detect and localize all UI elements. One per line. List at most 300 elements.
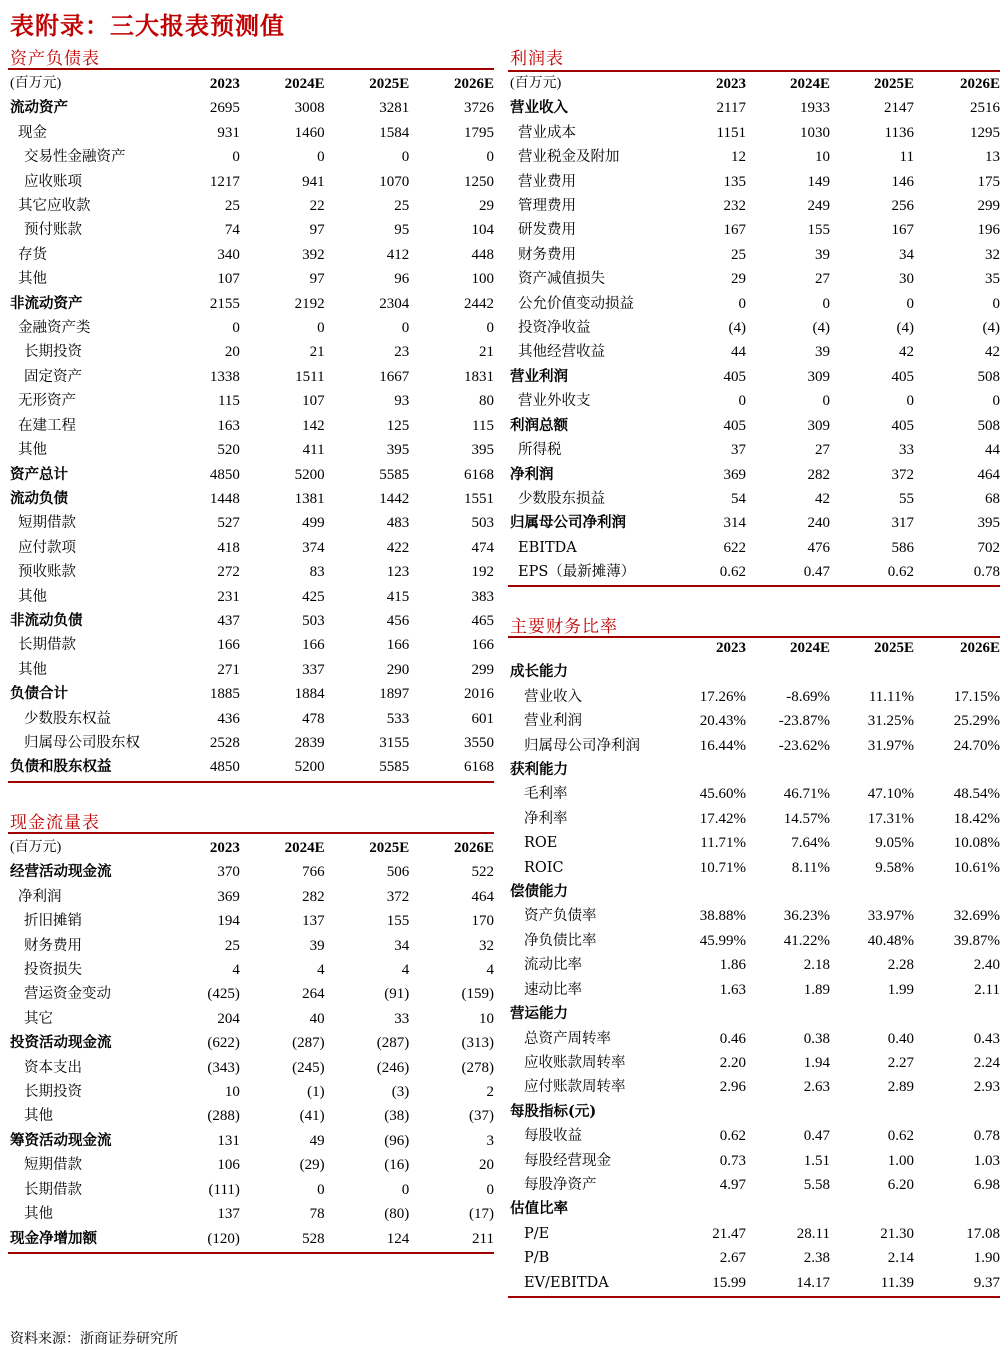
ratios-value-cell <box>670 880 746 904</box>
balance-value-cell: 100 <box>471 271 494 288</box>
cashflow-value-cell: (17) <box>469 1206 494 1223</box>
balance-value-cell: 142 <box>302 417 325 434</box>
cashflow-value-cell: (96) <box>384 1132 410 1149</box>
ratios-value-cell: -23.62% <box>778 737 830 754</box>
ratios-row-label: 营业收入 <box>524 688 582 705</box>
balance-row <box>10 585 494 609</box>
ratios-value-cell: 31.25% <box>867 713 914 730</box>
ratios-row <box>510 1173 1000 1197</box>
income-value-cell: 27 <box>815 442 830 459</box>
ratios-value-cell <box>830 1002 914 1026</box>
balance-value-cell: 1217 <box>209 173 240 190</box>
income-value-cell: 372 <box>891 466 914 483</box>
ratios-row <box>510 880 1000 904</box>
income-value-cell: 68 <box>985 490 1000 507</box>
cashflow-value-cell: (425) <box>207 986 240 1003</box>
income-value-cell: 395 <box>977 515 1000 532</box>
cashflow-value-cell: 124 <box>386 1230 410 1247</box>
balance-row-label: 流动负债 <box>10 489 68 507</box>
ratios-value-cell: 45.60% <box>699 786 746 803</box>
balance-value-cell: 2839 <box>294 734 325 751</box>
income-value-cell: 44 <box>985 442 1000 459</box>
ratios-row-label: 每股收益 <box>524 1128 582 1145</box>
cashflow-value-cell: (622) <box>207 1035 240 1052</box>
ratios-row <box>510 904 1000 928</box>
source-note: 资料来源：浙商证券研究所 <box>10 1331 178 1347</box>
balance-value-cell: 290 <box>386 661 410 678</box>
cashflow-value-cell: (343) <box>207 1059 240 1076</box>
ratios-value-cell <box>830 1100 914 1124</box>
ratios-value-cell: 2.28 <box>887 957 914 974</box>
ratios-value-cell: 6.20 <box>887 1176 914 1193</box>
balance-row-label: 负债合计 <box>10 685 68 703</box>
income-value-cell: 317 <box>891 515 914 532</box>
balance-row-label: 现金 <box>18 124 47 141</box>
ratios-value-cell <box>830 660 914 684</box>
cashflow-value-cell: (120) <box>207 1230 240 1247</box>
ratios-header-cell: 2024E <box>789 640 830 656</box>
ratios-row <box>510 709 1000 733</box>
income-value-cell: 476 <box>807 539 830 556</box>
ratios-row-label: 归属母公司净利润 <box>524 737 640 754</box>
income-value-cell: 13 <box>985 149 1000 166</box>
balance-value-cell: 2304 <box>379 295 410 312</box>
income-value-cell: 39 <box>815 344 830 361</box>
ratios-value-cell: 38.88% <box>699 908 746 925</box>
balance-row-label: 其他 <box>18 442 47 459</box>
cashflow-row-label: 折旧摊销 <box>24 913 82 930</box>
ratios-header-cell: 2025E <box>873 640 914 656</box>
ratios-value-cell: 11.71% <box>700 835 746 852</box>
balance-value-cell: 483 <box>386 515 410 532</box>
ratios-value-cell: 9.37 <box>973 1274 1000 1291</box>
income-row-label: 利润总额 <box>510 416 568 434</box>
cashflow-row <box>10 1080 494 1104</box>
ratios-value-cell: 48.54% <box>953 786 1000 803</box>
income-value-cell: 0 <box>822 295 830 312</box>
income-value-cell: 12 <box>731 149 746 166</box>
ratios-value-cell: 8.11% <box>791 859 830 876</box>
balance-value-cell: 6168 <box>464 759 494 776</box>
cashflow-value-cell: 264 <box>302 986 325 1003</box>
income-value-cell: (4) <box>896 320 914 337</box>
balance-row <box>10 145 494 169</box>
ratios-value-cell: 2.67 <box>719 1250 746 1267</box>
income-row <box>510 389 1000 413</box>
income-value-cell: 44 <box>731 344 746 361</box>
income-row-label: 营业利润 <box>510 367 568 385</box>
balance-row <box>10 316 494 340</box>
balance-value-cell: 1584 <box>379 124 410 141</box>
balance-value-cell: 411 <box>302 442 325 459</box>
balance-value-cell: 931 <box>217 124 240 141</box>
ratios-row <box>510 758 1000 782</box>
income-value-cell: 622 <box>723 539 746 556</box>
ratios-row <box>510 1246 1000 1270</box>
income-row-label: EPS（最新摊薄） <box>518 564 636 581</box>
balance-value-cell: 499 <box>302 515 325 532</box>
ratios-row <box>510 1051 1000 1075</box>
ratios-row-label: ROIC <box>524 859 564 876</box>
ratios-value-cell: 39.87% <box>953 932 1000 949</box>
balance-value-cell: 1460 <box>294 124 325 141</box>
ratios-value-cell: 1.94 <box>803 1054 830 1071</box>
income-statement-table <box>510 72 1000 585</box>
income-value-cell: 10 <box>815 149 830 166</box>
balance-value-cell: 74 <box>224 222 240 239</box>
balance-value-cell: 3155 <box>379 734 410 751</box>
balance-value-cell: 163 <box>217 417 240 434</box>
ratios-row-label: 应收账款周转率 <box>524 1054 626 1071</box>
ratios-value-cell: 2.27 <box>887 1054 914 1071</box>
cashflow-row-label: 其它 <box>24 1010 53 1027</box>
income-value-cell: 2117 <box>716 100 746 117</box>
cashflow-row <box>10 1227 494 1251</box>
ratios-row-label: 偿债能力 <box>510 883 568 901</box>
income-header-cell: 2023 <box>716 76 746 92</box>
income-row-label: 资产减值损失 <box>518 271 605 288</box>
income-row <box>510 243 1000 267</box>
cashflow-value-cell: 0 <box>401 1181 410 1198</box>
income-row <box>510 438 1000 462</box>
cashflow-row <box>10 1007 494 1031</box>
income-row <box>510 170 1000 194</box>
cashflow-header-cell: 2026E <box>453 840 494 856</box>
balance-value-cell: 166 <box>386 637 410 654</box>
ratios-value-cell <box>914 660 1000 684</box>
ratios-row-label: 流动比率 <box>524 957 582 974</box>
ratios-value-cell: 24.70% <box>953 737 1000 754</box>
income-value-cell: 0 <box>992 295 1000 312</box>
balance-value-cell: 1448 <box>209 490 240 507</box>
cashflow-value-cell: 766 <box>302 864 325 881</box>
ratios-value-cell <box>830 1197 914 1221</box>
ratios-value-cell: 6.98 <box>973 1176 1000 1193</box>
ratios-value-cell: 45.99% <box>699 932 746 949</box>
income-row-label: 投资净收益 <box>518 320 591 337</box>
ratios-value-cell: 18.42% <box>953 810 1000 827</box>
balance-value-cell: 601 <box>471 710 494 727</box>
balance-value-cell: 1338 <box>209 368 240 385</box>
balance-sheet-title: 资产负债表 <box>10 49 100 69</box>
ratios-row-label: ROE <box>524 835 558 852</box>
ratios-value-cell: 0.62 <box>887 1128 914 1145</box>
ratios-row-label: 营业利润 <box>524 713 582 730</box>
balance-value-cell: 80 <box>479 393 494 410</box>
balance-value-cell: 5200 <box>294 466 325 483</box>
balance-header-cell: (百万元) <box>10 76 62 91</box>
income-value-cell: 508 <box>977 368 1000 385</box>
income-row <box>510 414 1000 438</box>
ratios-row-label: 每股净资产 <box>524 1176 597 1193</box>
ratios-value-cell: 1.00 <box>887 1152 914 1169</box>
ratios-value-cell: 46.71% <box>783 786 830 803</box>
ratios-value-cell: 16.44% <box>699 737 746 754</box>
balance-value-cell: 1795 <box>464 124 494 141</box>
balance-row-label: 归属母公司股东权 <box>24 734 140 751</box>
ratios-row <box>510 1222 1000 1246</box>
ratios-value-cell: 1.03 <box>973 1152 1000 1169</box>
balance-value-cell: 272 <box>217 564 240 581</box>
cashflow-value-cell: 32 <box>479 937 494 954</box>
balance-value-cell: 0 <box>232 320 240 337</box>
income-value-cell: 42 <box>815 490 830 507</box>
ratios-header-row <box>510 636 1000 660</box>
balance-value-cell: 6168 <box>464 466 494 483</box>
income-value-cell: 167 <box>891 222 914 239</box>
ratios-value-cell: 1.89 <box>803 981 830 998</box>
balance-value-cell: 97 <box>309 271 325 288</box>
ratios-value-cell: 0.43 <box>973 1030 1000 1047</box>
balance-value-cell: 392 <box>302 246 325 263</box>
ratios-value-cell: 5.58 <box>803 1176 830 1193</box>
income-row-label: 净利润 <box>510 465 554 483</box>
income-value-cell: 0 <box>906 393 914 410</box>
cashflow-row <box>10 1104 494 1128</box>
cashflow-row-label: 长期投资 <box>24 1084 82 1101</box>
balance-value-cell: 1511 <box>295 368 325 385</box>
balance-value-cell: 20 <box>224 344 240 361</box>
balance-row <box>10 194 494 218</box>
ratios-row-label: 净负债比率 <box>524 932 597 949</box>
balance-value-cell: 503 <box>471 515 494 532</box>
ratios-value-cell: 0.73 <box>719 1152 746 1169</box>
balance-row-label: 交易性金融资产 <box>24 149 126 166</box>
income-value-cell: 369 <box>723 466 746 483</box>
income-value-cell: 167 <box>723 222 746 239</box>
cashflow-row-label: 营运资金变动 <box>24 986 111 1003</box>
balance-value-cell: 383 <box>471 588 494 605</box>
cashflow-title: 现金流量表 <box>10 813 100 833</box>
ratios-row <box>510 1197 1000 1221</box>
income-row <box>510 511 1000 535</box>
income-row-label: 营业税金及附加 <box>518 149 620 166</box>
income-bottom-rule <box>508 585 1000 587</box>
cashflow-header-cell: 2023 <box>209 840 240 856</box>
cashflow-value-cell: 4 <box>401 962 410 979</box>
income-value-cell: 196 <box>977 222 1000 239</box>
balance-row <box>10 560 494 584</box>
ratios-value-cell: 21.47 <box>712 1225 746 1242</box>
ratios-value-cell: 36.23% <box>783 908 830 925</box>
balance-value-cell: 25 <box>224 198 240 215</box>
ratios-value-cell: 2.96 <box>719 1079 746 1096</box>
ratios-row <box>510 1149 1000 1173</box>
balance-row-label: 非流动资产 <box>10 294 83 312</box>
ratios-bottom-rule <box>508 1296 1000 1298</box>
cashflow-value-cell: 49 <box>309 1132 325 1149</box>
income-row <box>510 267 1000 291</box>
income-value-cell: 149 <box>807 173 830 190</box>
balance-row <box>10 511 494 535</box>
cashflow-row <box>10 1153 494 1177</box>
balance-value-cell: 25 <box>394 198 410 215</box>
income-value-cell: 54 <box>731 490 746 507</box>
ratios-value-cell <box>914 880 1000 904</box>
ratios-value-cell <box>830 758 914 782</box>
balance-row <box>10 243 494 267</box>
cashflow-row <box>10 860 494 884</box>
balance-sheet-table <box>10 72 494 780</box>
ratios-row <box>510 831 1000 855</box>
cashflow-bottom-rule <box>8 1252 494 1254</box>
balance-row <box>10 731 494 755</box>
ratios-value-cell: 10.61% <box>953 859 1000 876</box>
balance-value-cell: 192 <box>471 564 494 581</box>
cashflow-value-cell: (80) <box>384 1206 410 1223</box>
ratios-value-cell: 2.40 <box>973 957 1000 974</box>
balance-row-label: 其他 <box>18 661 47 678</box>
balance-header-cell: 2025E <box>369 76 410 92</box>
balance-value-cell: 2442 <box>464 295 494 312</box>
income-value-cell: 1933 <box>800 100 830 117</box>
ratios-value-cell: 2.24 <box>973 1054 1000 1071</box>
ratios-title: 主要财务比率 <box>510 617 618 637</box>
balance-value-cell: 474 <box>471 539 494 556</box>
balance-value-cell: 1070 <box>379 173 410 190</box>
balance-value-cell: 422 <box>386 539 410 556</box>
ratios-value-cell: 2.18 <box>803 957 830 974</box>
income-value-cell: 29 <box>731 271 746 288</box>
income-value-cell: 309 <box>807 368 830 385</box>
cashflow-value-cell: 522 <box>471 864 494 881</box>
cashflow-header-cell: 2024E <box>284 840 325 856</box>
income-value-cell: 33 <box>899 442 914 459</box>
balance-bottom-rule <box>8 781 494 783</box>
balance-row-label: 在建工程 <box>18 417 76 434</box>
ratios-value-cell: 0.78 <box>973 1128 1000 1145</box>
income-value-cell: 1295 <box>970 124 1000 141</box>
ratios-value-cell <box>670 660 746 684</box>
balance-value-cell: 5200 <box>294 759 325 776</box>
cashflow-row <box>10 1202 494 1226</box>
income-value-cell: 1136 <box>884 124 914 141</box>
balance-value-cell: 415 <box>386 588 410 605</box>
income-value-cell: 309 <box>807 417 830 434</box>
balance-row-label: 短期借款 <box>18 515 76 532</box>
income-value-cell: 0 <box>822 393 830 410</box>
cashflow-row <box>10 934 494 958</box>
balance-header-cell: 2023 <box>209 76 240 92</box>
cashflow-header-row <box>10 836 494 860</box>
cashflow-row-label: 资本支出 <box>24 1059 82 1076</box>
income-value-cell: 11 <box>899 149 914 166</box>
income-value-cell: 249 <box>807 198 830 215</box>
income-value-cell: 175 <box>977 173 1000 190</box>
ratios-row <box>510 1075 1000 1099</box>
balance-value-cell: 412 <box>386 246 410 263</box>
balance-row <box>10 218 494 242</box>
income-value-cell: 240 <box>807 515 830 532</box>
ratios-row <box>510 1002 1000 1026</box>
income-value-cell: 146 <box>891 173 914 190</box>
balance-header-row <box>10 72 494 96</box>
income-header-cell: 2024E <box>789 76 830 92</box>
income-value-cell: 405 <box>891 417 914 434</box>
cashflow-value-cell: (278) <box>461 1059 494 1076</box>
cashflow-value-cell: (246) <box>376 1059 410 1076</box>
cashflow-value-cell: 0 <box>317 1181 325 1198</box>
income-value-cell: 464 <box>977 466 1000 483</box>
balance-value-cell: 0 <box>232 149 240 166</box>
income-row <box>510 218 1000 242</box>
balance-value-cell: 107 <box>302 393 325 410</box>
income-row-label: 所得税 <box>518 442 562 459</box>
balance-row <box>10 414 494 438</box>
income-value-cell: 35 <box>985 271 1000 288</box>
balance-row-label: 其他 <box>18 271 47 288</box>
balance-row <box>10 755 494 779</box>
income-value-cell: 34 <box>899 246 914 263</box>
income-value-cell: 0.47 <box>803 564 830 581</box>
cashflow-value-cell: (287) <box>292 1035 325 1052</box>
cashflow-value-cell: (287) <box>376 1035 410 1052</box>
balance-value-cell: 520 <box>217 442 240 459</box>
balance-value-cell: 3726 <box>464 100 494 117</box>
balance-value-cell: 395 <box>386 442 410 459</box>
cashflow-value-cell: (245) <box>292 1059 325 1076</box>
cashflow-row <box>10 1056 494 1080</box>
balance-value-cell: 1381 <box>294 490 325 507</box>
balance-row <box>10 463 494 487</box>
balance-value-cell: 2016 <box>464 686 494 703</box>
balance-value-cell: 0 <box>317 149 325 166</box>
balance-row-label: 存货 <box>18 246 47 263</box>
cashflow-value-cell: 2 <box>486 1084 494 1101</box>
ratios-value-cell: 15.99 <box>712 1274 746 1291</box>
income-row <box>510 365 1000 389</box>
balance-value-cell: 97 <box>309 222 325 239</box>
cashflow-row-label: 筹资活动现金流 <box>10 1131 112 1149</box>
ratios-value-cell: 2.63 <box>803 1079 830 1096</box>
balance-value-cell: 2155 <box>209 295 240 312</box>
balance-value-cell: 0 <box>401 149 410 166</box>
cashflow-row-label: 投资活动现金流 <box>10 1034 112 1052</box>
ratios-value-cell: 21.30 <box>880 1225 914 1242</box>
balance-header-cell: 2026E <box>453 76 494 92</box>
balance-row <box>10 707 494 731</box>
income-value-cell: 405 <box>723 368 746 385</box>
ratios-row-label: 每股经营现金 <box>524 1152 611 1169</box>
ratios-row <box>510 734 1000 758</box>
balance-row <box>10 658 494 682</box>
income-row-label: 少数股东损益 <box>518 490 605 507</box>
cashflow-row-label: 净利润 <box>18 888 62 905</box>
ratios-row <box>510 953 1000 977</box>
income-value-cell: 702 <box>977 539 1000 556</box>
cashflow-value-cell: 40 <box>309 1010 325 1027</box>
cashflow-value-cell: 20 <box>479 1157 494 1174</box>
ratios-value-cell: 17.26% <box>699 688 746 705</box>
ratios-row <box>510 660 1000 684</box>
cashflow-value-cell: 194 <box>217 913 240 930</box>
income-row <box>510 145 1000 169</box>
ratios-row-label: 成长能力 <box>510 663 568 681</box>
balance-value-cell: 3281 <box>379 100 410 117</box>
ratios-row-label: 估值比率 <box>510 1200 568 1218</box>
income-value-cell: 1151 <box>716 124 746 141</box>
ratios-value-cell: 0.40 <box>887 1030 914 1047</box>
balance-value-cell: 503 <box>302 612 325 629</box>
balance-value-cell: 83 <box>309 564 325 581</box>
cashflow-value-cell: 155 <box>386 913 410 930</box>
cashflow-row <box>10 1031 494 1055</box>
cashflow-value-cell: 204 <box>217 1010 240 1027</box>
income-row <box>510 536 1000 560</box>
cashflow-value-cell: 369 <box>217 888 240 905</box>
income-value-cell: 42 <box>899 344 914 361</box>
cashflow-value-cell: (91) <box>384 986 410 1003</box>
